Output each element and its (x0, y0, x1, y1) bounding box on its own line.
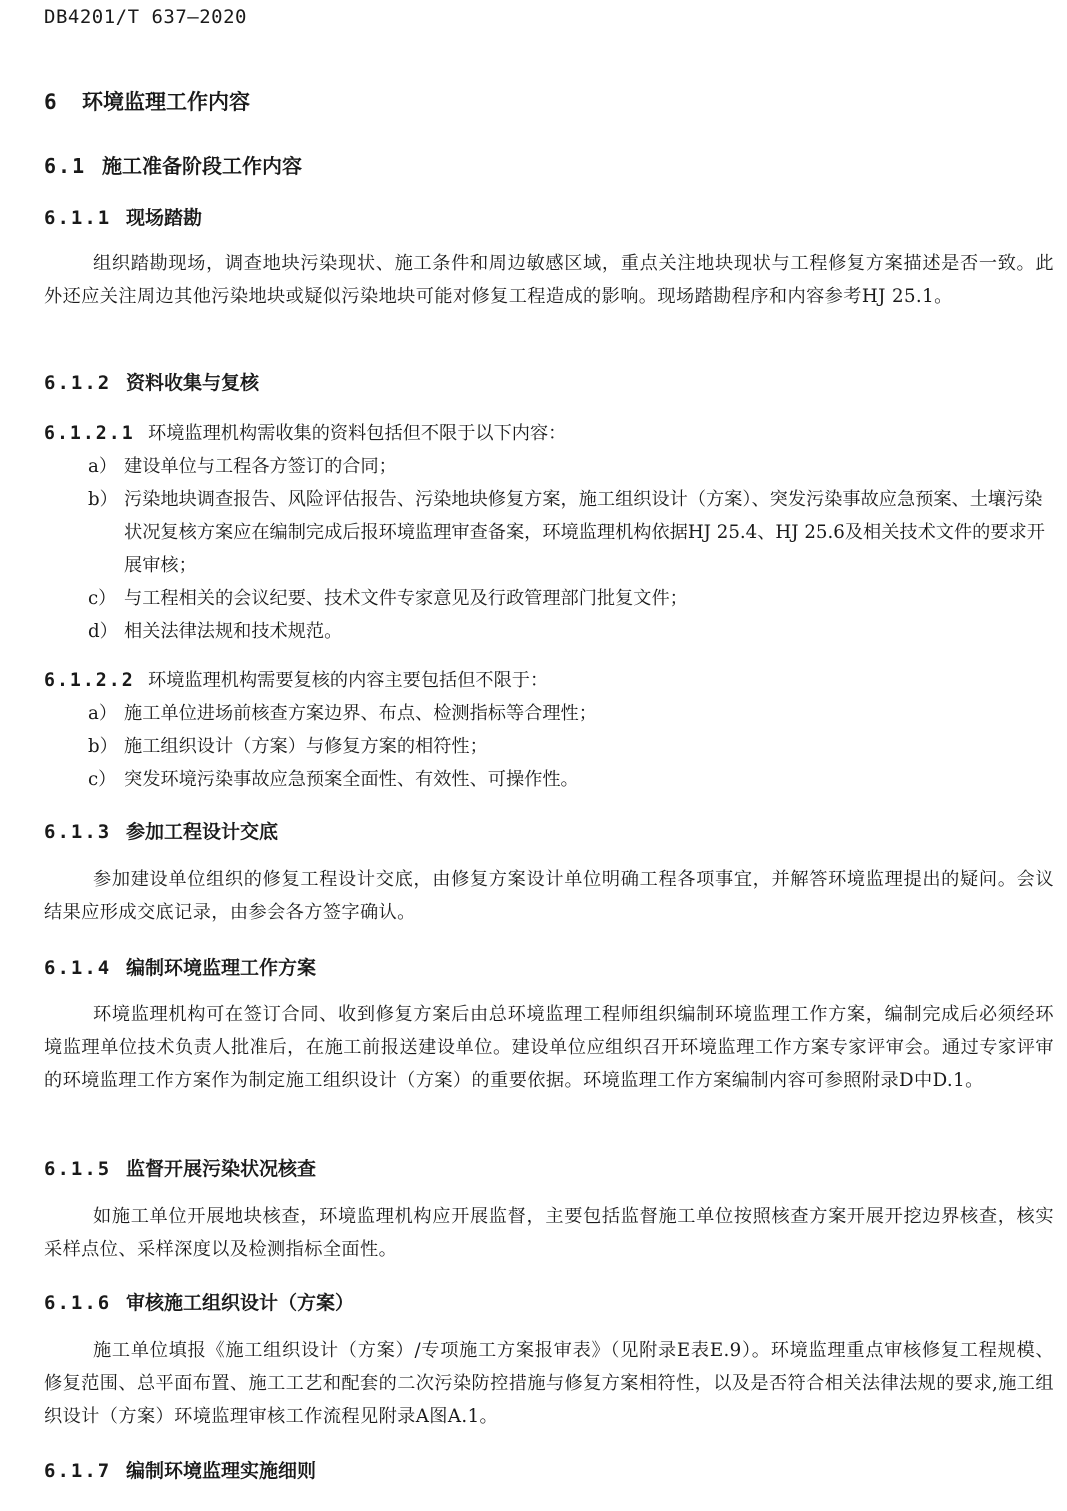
heading-section-6-1-1 (44, 203, 202, 230)
list-marker: a） (88, 703, 118, 724)
heading-section-6-1-6 (44, 1288, 354, 1315)
heading-section-6-1-7 (44, 1456, 316, 1483)
list-item (88, 730, 1054, 763)
heading-section-6-1-4 (44, 953, 316, 980)
section-number: 6.1.3 (44, 821, 112, 843)
list-marker: d） (88, 621, 118, 642)
section-title: 施工准备阶段工作内容 (102, 154, 302, 178)
paragraph-6-1-1: 组织踏勘现场，调查地块污染现状、施工条件和周边敏感区域，重点关注地块现状与工程修复方案描述是否一致。此外还应关注周边其他污染地块或疑似污染地块可能对修复工程造成的影响。现场踏勘程序和内容参考HJ 25.1。 (44, 253, 1054, 307)
list-item (88, 615, 1054, 648)
section-title: 环境监理工作内容 (82, 90, 250, 114)
list-item-text: 相关法律法规和技术规范。 (124, 621, 343, 642)
list-item-text: 突发环境污染事故应急预案全面性、有效性、可操作性。 (124, 769, 579, 790)
clause-6-1-2-1 (44, 417, 1054, 450)
list-item (88, 697, 1054, 730)
list-item (88, 582, 1054, 615)
clause-number: 6.1.2.2 (44, 670, 135, 691)
section-title: 资料收集与复核 (126, 372, 260, 394)
list-marker: b） (88, 489, 118, 510)
section-number: 6.1 (44, 154, 87, 178)
heading-section-6-1-3 (44, 817, 278, 844)
clause-number: 6.1.2.1 (44, 423, 135, 444)
section-title: 监督开展污染状况核查 (126, 1158, 317, 1180)
paragraph-6-1-3: 参加建设单位组织的修复工程设计交底，由修复方案设计单位明确工程各项事宜，并解答环境监理提出的疑问。会议结果应形成交底记录，由参会各方签字确认。 (44, 869, 1054, 923)
list-item (88, 483, 1054, 582)
document-id: DB4201/T 637—2020 (44, 6, 247, 28)
section-number: 6.1.7 (44, 1460, 112, 1482)
section-number: 6 (44, 90, 59, 114)
list-item-text: 建设单位与工程各方签订的合同； (124, 456, 397, 477)
clause-6-1-2-2 (44, 664, 1054, 697)
section-number: 6.1.5 (44, 1158, 112, 1180)
list-marker: c） (88, 769, 117, 790)
heading-section-6-1-2 (44, 368, 259, 395)
list-item (88, 763, 1054, 796)
heading-section-6 (44, 86, 250, 116)
list-6-1-2-1 (88, 450, 1054, 648)
list-marker: b） (88, 736, 118, 757)
paragraph-6-1-6: 施工单位填报《施工组织设计（方案）/专项施工方案报审表》（见附录E表E.9）。环境监理重点审核修复工程规模、修复范围、总平面布置、施工工艺和配套的二次污染防控措施与修复方案相符性，以及是否符合相关法律法规的要求,施工组织设计（方案）环境监理审核工作流程见附录A图A.1。 (44, 1340, 1054, 1427)
clause-text: 环境监理机构需收集的资料包括但不限于以下内容： (148, 423, 567, 444)
section-title: 现场踏勘 (126, 207, 203, 229)
clause-text: 环境监理机构需要复核的内容主要包括但不限于： (148, 670, 549, 691)
section-title: 参加工程设计交底 (126, 821, 279, 843)
section-title: 编制环境监理工作方案 (126, 957, 317, 979)
section-title: 编制环境监理实施细则 (126, 1460, 317, 1482)
list-item-text: 与工程相关的会议纪要、技术文件专家意见及行政管理部门批复文件； (124, 588, 688, 609)
list-item (88, 450, 1054, 483)
list-6-1-2-2 (88, 697, 1054, 796)
heading-section-6-1-5 (44, 1154, 316, 1181)
list-item-text: 施工组织设计（方案）与修复方案的相符性； (124, 736, 488, 757)
heading-section-6-1 (44, 150, 302, 179)
list-item-text: 污染地块调查报告、风险评估报告、污染地块修复方案，施工组织设计（方案）、突发污染事故应急预案、土壤污染状况复核方案应在编制完成后报环境监理审查备案，环境监理机构依据HJ 25.4、HJ 25.6及相关技术文件的要求开展审核； (124, 489, 1045, 576)
list-item-text: 施工单位进场前核查方案边界、布点、检测指标等合理性； (124, 703, 597, 724)
list-marker: a） (88, 456, 118, 477)
section-number: 6.1.4 (44, 957, 112, 979)
list-marker: c） (88, 588, 117, 609)
paragraph-6-1-4: 环境监理机构可在签订合同、收到修复方案后由总环境监理工程师组织编制环境监理工作方案，编制完成后必须经环境监理单位技术负责人批准后，在施工前报送建设单位。建设单位应组织召开环境监理工作方案专家评审会。通过专家评审的环境监理工作方案作为制定施工组织设计（方案）的重要依据。环境监理工作方案编制内容可参照附录D中D.1。 (44, 1004, 1054, 1091)
section-title: 审核施工组织设计（方案） (126, 1292, 355, 1314)
section-number: 6.1.2 (44, 372, 112, 394)
paragraph-6-1-5: 如施工单位开展地块核查，环境监理机构应开展监督，主要包括监督施工单位按照核查方案开展开挖边界核查，核实采样点位、采样深度以及检测指标全面性。 (44, 1206, 1054, 1260)
section-number: 6.1.1 (44, 207, 112, 229)
section-number: 6.1.6 (44, 1292, 112, 1314)
